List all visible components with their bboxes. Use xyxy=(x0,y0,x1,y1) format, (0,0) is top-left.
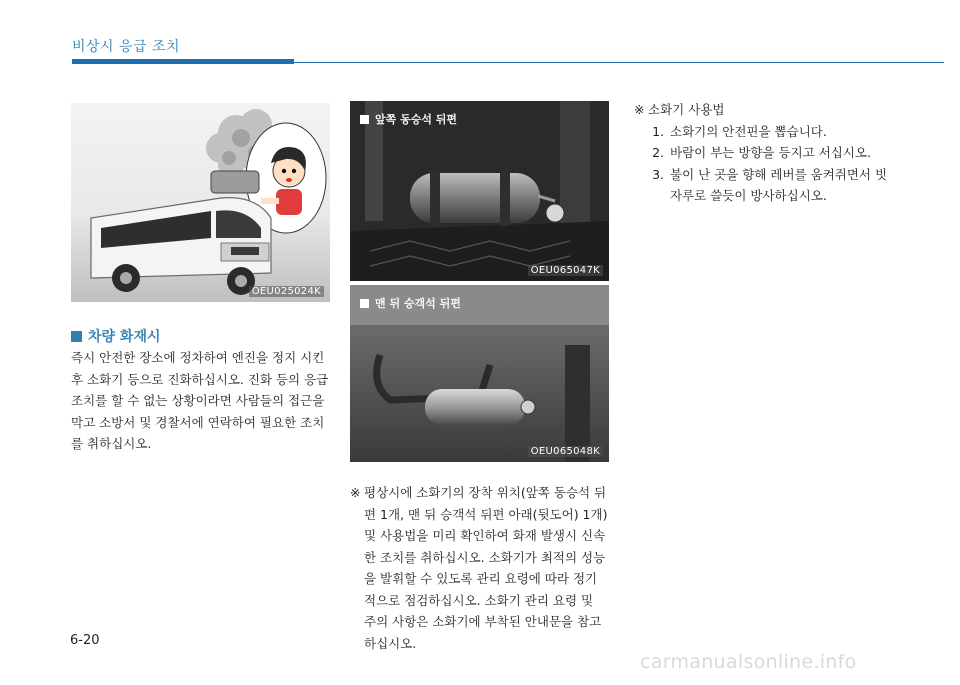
rear-extinguisher-image xyxy=(350,285,609,462)
usage-steps-list xyxy=(634,121,914,207)
site-watermark: carmanualsonline.info xyxy=(640,651,857,673)
paragraph-line: 즉시 안전한 장소에 정차하여 엔진을 정지 시킨 xyxy=(71,350,325,365)
section-header-title: 비상시 응급 조치 xyxy=(72,39,181,55)
paragraph-line: 후 소화기 등으로 진화하십시오. 진화 등의 응급 xyxy=(71,371,329,387)
front-figure-caption xyxy=(360,111,457,127)
usage-step xyxy=(634,121,914,143)
step-number: 2. xyxy=(652,145,664,160)
front-seat-extinguisher-photo xyxy=(350,101,609,281)
step-text: 자루로 쓸듯이 방사하십시오. xyxy=(670,188,827,203)
step-text: 불이 난 곳을 향해 레버를 움켜쥐면서 빗 xyxy=(670,166,888,182)
van-image xyxy=(71,103,330,302)
usage-title: 소화기 사용법 xyxy=(648,102,725,117)
page-number: 6-20 xyxy=(70,633,100,648)
note-line: 하십시오. xyxy=(364,635,417,651)
usage-step xyxy=(634,164,914,186)
fire-instructions-paragraph xyxy=(71,347,333,455)
step-number xyxy=(644,185,664,207)
note-line: 평상시에 소화기의 장착 위치(앞쪽 동승석 뒤 xyxy=(364,485,607,500)
usage-step-continued xyxy=(634,185,914,207)
rear-figure-caption xyxy=(360,295,461,311)
step-number: 1. xyxy=(652,123,664,139)
paragraph-line: 막고 소방서 및 경찰서에 연락하여 필요한 조치 xyxy=(71,414,325,430)
front-extinguisher-image xyxy=(350,101,609,281)
paragraph-line: 조치를 할 수 없는 상황이라면 사람들의 접근을 xyxy=(71,393,325,408)
reference-mark-icon: ※ xyxy=(634,102,645,117)
figure-code: OEU065048K xyxy=(528,446,603,457)
step-text: 바람이 부는 방향을 등지고 서십시오. xyxy=(670,145,871,160)
note-line: 한 조치를 취하십시오. 소화기가 최적의 성능 xyxy=(364,549,606,565)
figure-code: OEU025024K xyxy=(249,286,324,297)
rear-seat-extinguisher-photo xyxy=(350,285,609,462)
note-line: 적으로 점검하십시오. 소화기 관리 요령 및 xyxy=(364,592,594,608)
reference-mark-icon: ※ xyxy=(350,485,361,500)
section-heading-text: 차량 화재시 xyxy=(88,329,161,345)
note-line: 편 1개, 맨 뒤 승객석 뒤편 아래(뒷도어) 1개) xyxy=(364,506,608,522)
front-figure-caption-text: 앞쪽 동승석 뒤편 xyxy=(375,113,458,126)
square-bullet-icon xyxy=(360,299,369,308)
step-number: 3. xyxy=(652,166,664,182)
usage-step xyxy=(634,142,914,164)
extinguisher-location-note xyxy=(350,482,612,654)
van-fire-illustration xyxy=(71,103,330,302)
note-line: 을 발휘할 수 있도록 관리 요령에 따라 정기 xyxy=(364,571,598,586)
step-text: 소화기의 안전핀을 뽑습니다. xyxy=(670,123,827,139)
note-line: 및 사용법을 미리 확인하여 화재 발생시 신속 xyxy=(364,528,606,543)
figure-code: OEU065047K xyxy=(528,265,603,276)
extinguisher-usage-block xyxy=(634,99,914,207)
square-bullet-icon xyxy=(71,331,82,342)
header-rule-thin xyxy=(294,62,944,63)
header-rule-thick xyxy=(72,59,294,64)
rear-figure-caption-text: 맨 뒤 승객석 뒤편 xyxy=(375,297,461,310)
section-heading xyxy=(71,326,161,346)
square-bullet-icon xyxy=(360,115,369,124)
note-line: 주의 사항은 소화기에 부착된 안내문을 참고 xyxy=(364,614,602,629)
paragraph-line: 를 취하십시오. xyxy=(71,436,152,451)
